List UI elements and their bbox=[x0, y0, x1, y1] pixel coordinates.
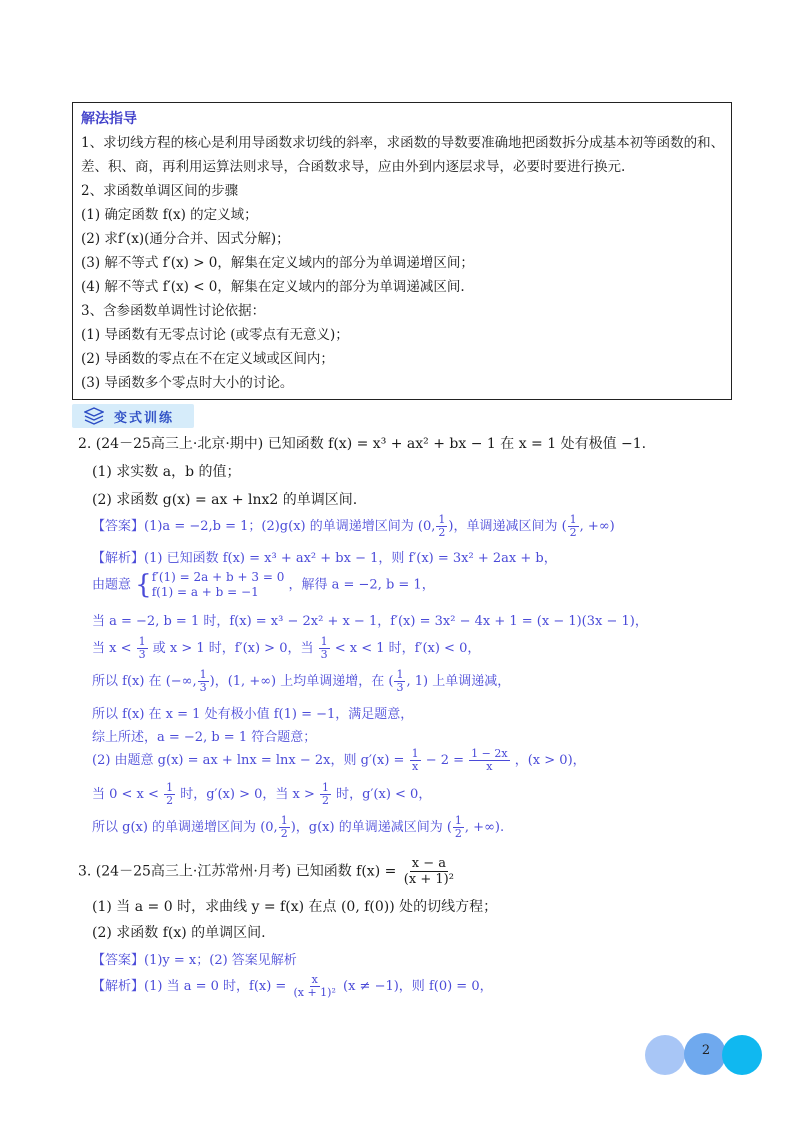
system-equation: f(1) = a + b = −1 bbox=[151, 585, 259, 599]
equation-system bbox=[135, 570, 284, 600]
interval-open: ( bbox=[388, 674, 394, 689]
fraction: $\frac{1}{3}$ bbox=[320, 635, 328, 661]
analysis-tag: 【解析】 bbox=[92, 551, 145, 566]
fraction: $\frac{1}{x}$ bbox=[411, 747, 419, 773]
analysis-text: 由题意 bbox=[92, 577, 132, 593]
question-2-answer bbox=[92, 514, 615, 539]
analysis-line: 所以 f(x) 在 x = 1 处有极小值 f(1) = −1，满足题意， bbox=[92, 707, 414, 722]
interval-close: , +∞) bbox=[464, 820, 500, 835]
answer-tag: 【答案】 bbox=[92, 519, 145, 534]
analysis-text: (2) 由题意 g(x) = ax + lnx = lnx − 2x，则 g′(x) = bbox=[92, 753, 405, 768]
fraction: $\frac{1}{2}$ bbox=[454, 814, 462, 840]
fraction: $\frac{1}{2}$ bbox=[166, 781, 174, 807]
method-guide-box bbox=[72, 102, 732, 400]
question-2-part-2: (2) 求函数 g(x) = ax + lnx2 的单调区间. bbox=[92, 492, 358, 508]
analysis-text: − 2 = bbox=[425, 753, 465, 768]
fraction: $\frac{x - a}{\text{(x + 1)²}}$ bbox=[403, 856, 454, 887]
fraction: $\frac{1}{3}$ bbox=[396, 668, 404, 694]
analysis-line bbox=[92, 782, 431, 807]
interval-open: (0, bbox=[260, 820, 278, 835]
section-banner bbox=[72, 404, 194, 428]
fraction: $\frac{x}{\text{(x + 1)²}}$ bbox=[293, 973, 336, 999]
analysis-text: ，g(x) 的单调递减区间为 bbox=[295, 820, 443, 835]
guide-line: 2、求函数单调区间的步骤 bbox=[81, 183, 239, 199]
analysis-text: ，解得 a = −2, b = 1， bbox=[288, 577, 435, 593]
guide-title: 解法指导 bbox=[81, 111, 137, 127]
question-3-answer bbox=[92, 949, 297, 968]
guide-line: (3) 解不等式 f′(x) > 0，解集在定义域内的部分为单调递增区间； bbox=[81, 255, 474, 271]
page-bubble-left bbox=[645, 1035, 685, 1075]
analysis-line bbox=[92, 636, 480, 661]
analysis-text: 时，g′(x) < 0， bbox=[336, 787, 432, 802]
system-equation: f′(1) = 2a + b + 3 = 0 bbox=[151, 570, 285, 584]
question-text: 3. (24－25高三上·江苏常州·月考) 已知函数 f(x) = bbox=[78, 863, 397, 880]
analysis-text: 当 x < bbox=[92, 641, 132, 656]
guide-line: (1) 导函数有无零点讨论 (或零点有无意义)； bbox=[81, 327, 349, 343]
analysis-text: (1) 当 a = 0 时，f(x) = bbox=[144, 979, 287, 994]
fraction: $\frac{1}{3}$ bbox=[199, 668, 207, 694]
fraction: $\frac{1}{3}$ bbox=[138, 635, 146, 661]
interval-open: (−∞, bbox=[165, 674, 197, 689]
question-2-part-1: (1) 求实数 a，b 的值； bbox=[92, 464, 241, 480]
fraction: $\frac{1}{2}$ bbox=[438, 513, 446, 539]
interval-close: ) bbox=[290, 820, 296, 835]
analysis-text: 所以 f(x) 在 bbox=[92, 674, 162, 689]
interval-close: ) bbox=[209, 674, 215, 689]
analysis-text: (x ≠ −1)，则 f(0) = 0， bbox=[343, 979, 493, 994]
interval-open: (0, bbox=[417, 519, 436, 534]
guide-line: (4) 解不等式 f′(x) < 0，解集在定义域内的部分为单调递减区间. bbox=[81, 279, 465, 295]
guide-line: 差、积、商，再利用运算法则求导，合函数求导，应由外到内逐层求导，必要时要进行换元. bbox=[81, 159, 626, 175]
guide-line: 3、含参函数单调性讨论依据： bbox=[81, 303, 266, 319]
analysis-text: ，(1, +∞) 上均单调递增，在 bbox=[214, 674, 385, 689]
banner-label: 变式训练 bbox=[114, 410, 175, 426]
interval-close: , 1) bbox=[406, 674, 429, 689]
guide-line: (1) 确定函数 f(x) 的定义域； bbox=[81, 207, 258, 223]
interval-open: ( bbox=[561, 519, 567, 534]
interval-open: ( bbox=[446, 820, 452, 835]
answer-text: ，单调递减区间为 bbox=[453, 519, 558, 534]
guide-line: (2) 导函数的零点在不在定义域或区间内； bbox=[81, 351, 334, 367]
guide-line: (3) 导函数多个零点时大小的讨论。 bbox=[81, 375, 294, 391]
layers-icon bbox=[84, 407, 104, 425]
analysis-tag: 【解析】 bbox=[92, 979, 145, 994]
analysis-text: 时，g′(x) > 0，当 x > bbox=[180, 787, 315, 802]
analysis-line bbox=[92, 974, 493, 999]
fraction: $\frac{1 - 2x}{x}$ bbox=[471, 747, 508, 773]
guide-line: 1、求切线方程的核心是利用导函数求切线的斜率，求函数的导数要准确地把函数拆分成基本初等函数的和、 bbox=[81, 135, 725, 151]
analysis-line bbox=[92, 669, 510, 694]
question-2-stem: 2. (24－25高三上·北京·期中) 已知函数 f(x) = x³ + ax² + bx − 1 在 x = 1 处有极值 −1. bbox=[78, 436, 647, 452]
answer-text: (1)y = x；(2) 答案见解析 bbox=[144, 953, 297, 968]
page-bubble-right bbox=[722, 1035, 762, 1075]
analysis-line bbox=[92, 815, 504, 840]
interval-close: ) bbox=[448, 519, 454, 534]
page-number: 2 bbox=[701, 1043, 711, 1058]
analysis-line: 综上所述，a = −2, b = 1 符合题意； bbox=[92, 730, 317, 745]
fraction: $\frac{1}{2}$ bbox=[280, 814, 288, 840]
analysis-text: 或 x > 1 时，f′(x) > 0，当 bbox=[152, 641, 314, 656]
analysis-line bbox=[92, 570, 435, 600]
answer-text: (1)a = −2,b = 1；(2)g(x) 的单调递增区间为 bbox=[144, 519, 414, 534]
analysis-text: 上单调递减， bbox=[432, 674, 511, 689]
guide-line: (2) 求f′(x)(通分合并、因式分解)； bbox=[81, 231, 290, 247]
interval-close: , +∞) bbox=[579, 519, 615, 534]
analysis-text: 所以 g(x) 的单调递增区间为 bbox=[92, 820, 257, 835]
question-3-part-2: (2) 求函数 f(x) 的单调区间. bbox=[92, 925, 266, 941]
question-3-stem bbox=[78, 856, 457, 887]
analysis-text: (1) 已知函数 f(x) = x³ + ax² + bx − 1，则 f′(x) = 3x² + 2ax + b， bbox=[144, 551, 557, 566]
fraction: $\frac{1}{2}$ bbox=[569, 513, 577, 539]
analysis-text: ，(x > 0)， bbox=[514, 753, 586, 768]
analysis-line bbox=[92, 748, 586, 773]
analysis-line: 当 a = −2, b = 1 时，f(x) = x³ − 2x² + x − 1，f′(x) = 3x² − 4x + 1 = (x − 1)(3x − 1)， bbox=[92, 614, 648, 629]
analysis-line bbox=[92, 547, 557, 566]
answer-tag: 【答案】 bbox=[92, 953, 145, 968]
question-3-part-1: (1) 当 a = 0 时，求曲线 y = f(x) 在点 (0, f(0)) 处的切线方程； bbox=[92, 899, 498, 915]
left-brace-icon: { bbox=[135, 570, 152, 600]
analysis-text: 当 0 < x < bbox=[92, 787, 159, 802]
analysis-text: . bbox=[499, 820, 505, 835]
analysis-text: < x < 1 时，f′(x) < 0， bbox=[334, 641, 481, 656]
fraction: $\frac{1}{2}$ bbox=[322, 781, 330, 807]
